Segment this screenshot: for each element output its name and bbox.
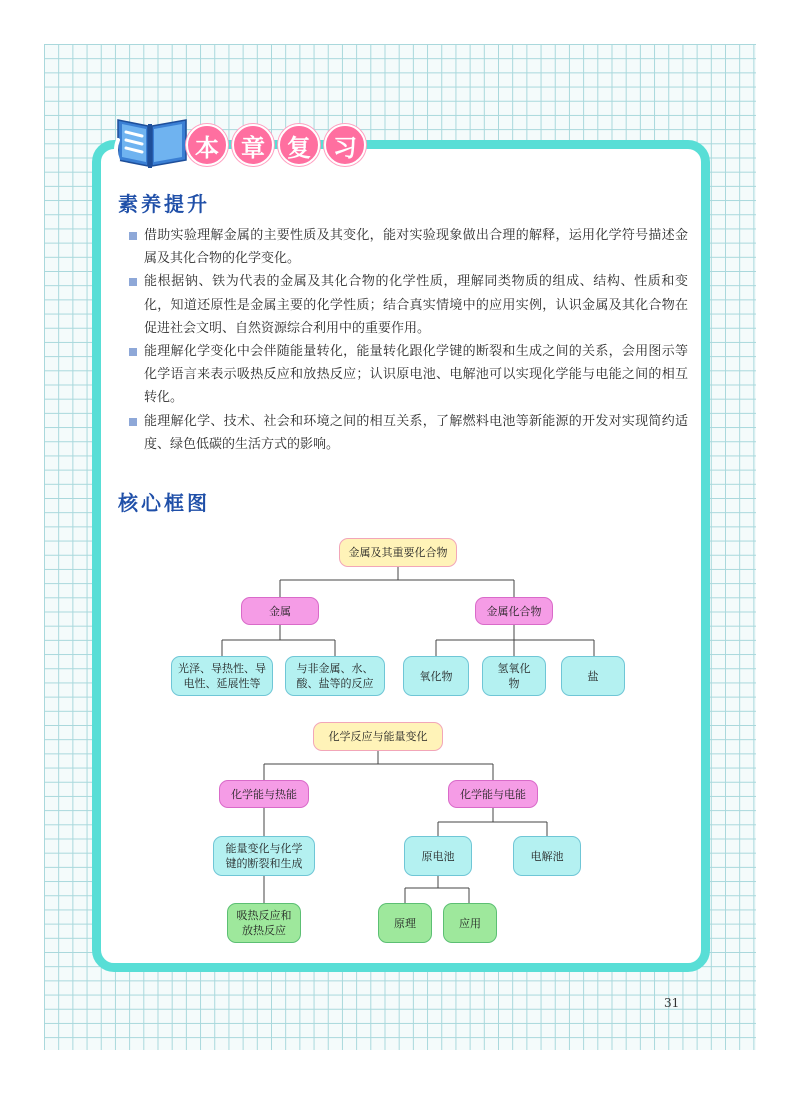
node-energy-bonds: 能量变化与化学键的断裂和生成: [213, 836, 315, 876]
section-heading-literacy: 素养提升: [118, 192, 210, 216]
node-oxide: 氧化物: [403, 656, 469, 696]
node-salt: 盐: [561, 656, 625, 696]
chapter-title-char: 章: [232, 124, 274, 166]
node-physical-properties: 光泽、导热性、导电性、延展性等: [171, 656, 273, 696]
bullet-item: 能理解化学、技术、社会和环境之间的相互关系，了解燃料电池等新能源的开发对实现简约适度、绿色低碳的生活方式的影响。: [128, 410, 688, 456]
node-hydroxide: 氢氧化物: [482, 656, 546, 696]
chapter-title-char: 本: [186, 124, 228, 166]
node-metals-compounds: 金属及其重要化合物: [339, 538, 457, 567]
node-chem-electric: 化学能与电能: [448, 780, 538, 808]
node-electrolytic-cell: 电解池: [513, 836, 581, 876]
bullet-item: 能理解化学变化中会伴随能量转化，能量转化跟化学键的断裂和生成之间的关系，会用图示等化学语言来表示吸热反应和放热反应；认识原电池、电解池可以实现化学能与电能之间的相互转化。: [128, 340, 688, 410]
node-application: 应用: [443, 903, 497, 943]
node-chemical-reactions: 与非金属、水、酸、盐等的反应: [285, 656, 385, 696]
page-number: 31: [664, 996, 680, 1010]
node-galvanic-cell: 原电池: [404, 836, 472, 876]
node-metal: 金属: [241, 597, 319, 625]
bullet-item: 能根据钠、铁为代表的金属及其化合物的化学性质，理解同类物质的组成、结构、性质和变化，知道还原性是金属主要的化学性质；结合真实情境中的应用实例，认识金属及其化合物在促进社会文明、自然资源综合利用中的重要作用。: [128, 270, 688, 340]
section-heading-framework: 核心框图: [118, 491, 210, 515]
node-principle: 原理: [378, 903, 432, 943]
chapter-title-char: 复: [278, 124, 320, 166]
node-metal-compounds: 金属化合物: [475, 597, 553, 625]
node-endo-exothermic: 吸热反应和放热反应: [227, 903, 301, 943]
node-chem-heat: 化学能与热能: [219, 780, 309, 808]
bullet-item: 借助实验理解金属的主要性质及其变化，能对实验现象做出合理的解释，运用化学符号描述金属及其化合物的化学变化。: [128, 224, 688, 270]
node-reaction-energy: 化学反应与能量变化: [313, 722, 443, 751]
chapter-title-char: 习: [324, 124, 366, 166]
